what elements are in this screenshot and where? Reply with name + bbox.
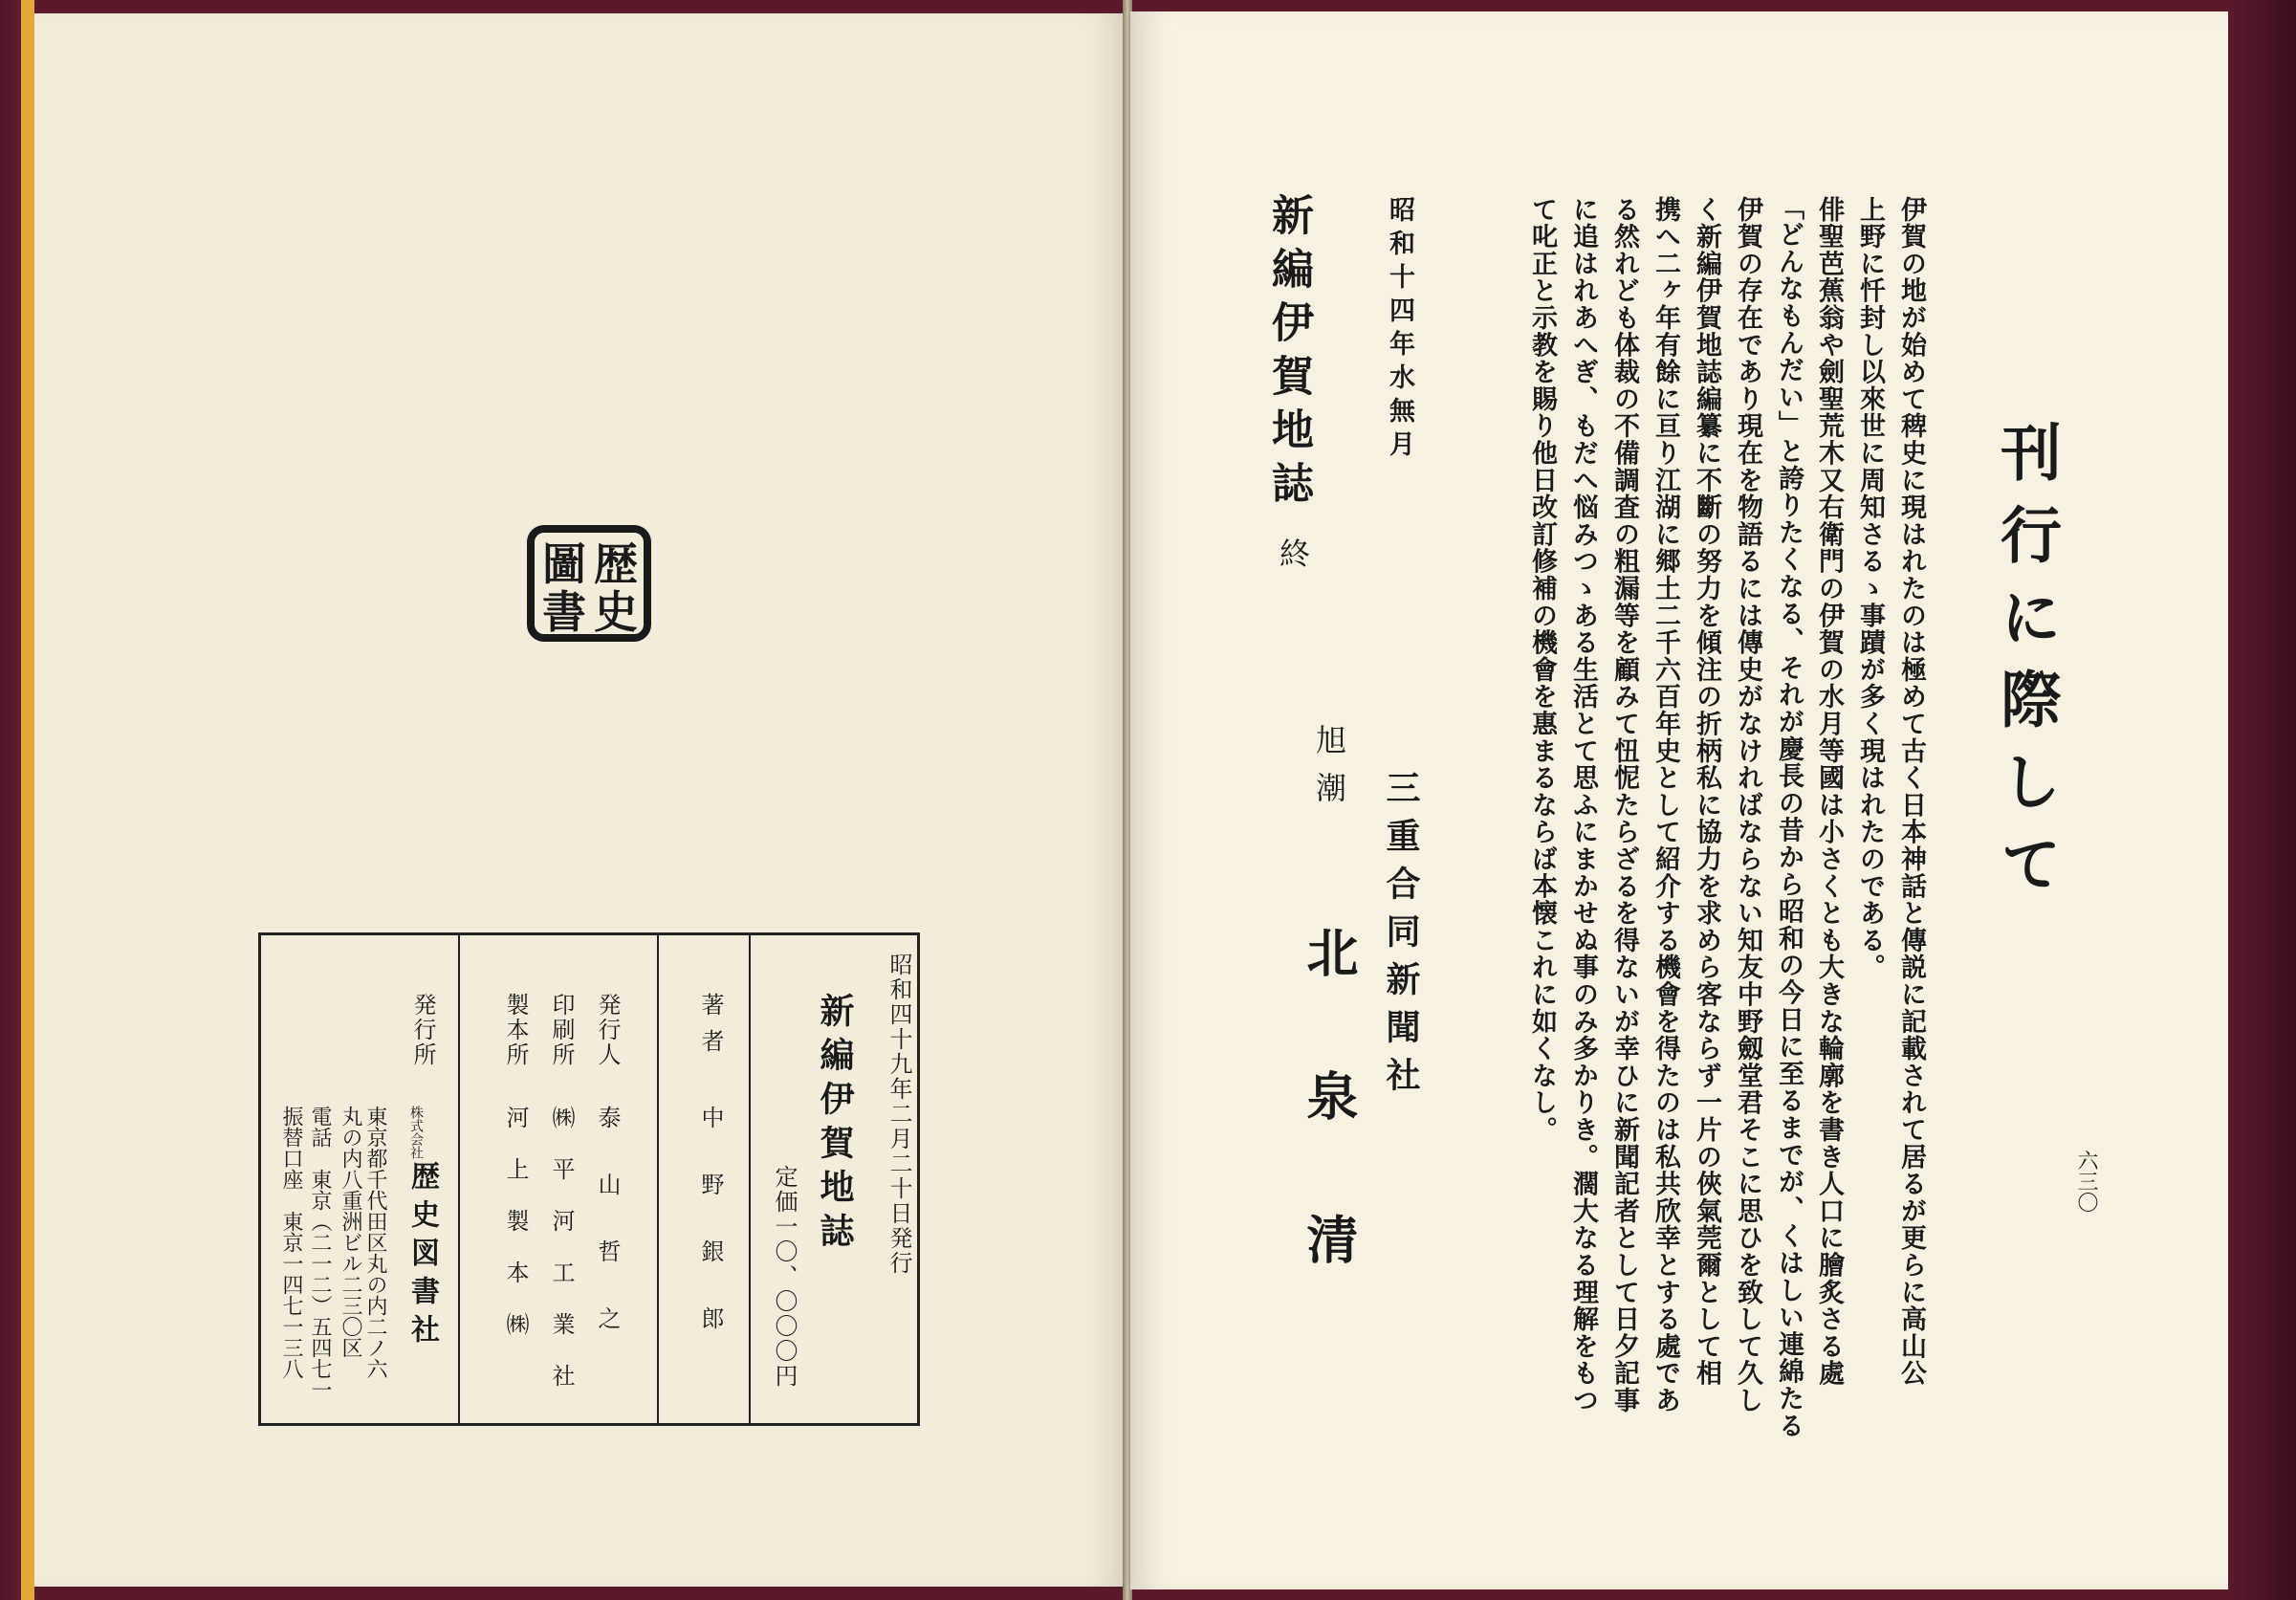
end-mark: 終 — [1275, 537, 1311, 568]
issuer-label: 発行人 — [594, 993, 621, 1067]
transfer-account: 振替口座 東京一四七一三八 — [279, 1106, 303, 1379]
publisher-label: 発行所 — [409, 993, 436, 1067]
author-pen-name: 旭潮 — [1311, 724, 1347, 820]
author-label: 著者 — [697, 993, 724, 1065]
address: 東京都千代田区丸の内二ノ六 — [363, 1106, 387, 1379]
signature-date: 昭和十四年水無月 — [1385, 196, 1414, 464]
newspaper-name: 三重合同新聞社 — [1381, 770, 1421, 1105]
body-line: 伊賀の存在であり現在を物語るには傳史がなければならない知友中野劔堂君そこに思ひを致して久し — [1733, 196, 1762, 1414]
author: 中野銀郎 — [697, 1106, 724, 1373]
author-name: 北泉清 — [1299, 926, 1360, 1356]
body-line: に追はれあへぎ、もだへ悩みつゝある生活とて思ふにまかせぬ事のみ多かりき。濶大なる理解をもつ — [1568, 196, 1598, 1414]
binder-label: 製本所 — [502, 993, 529, 1067]
body-line: 伊賀の地が始めて稗史に現はれたのは極めて古く日本神話と傳説に記載されて居るが更らに高山公 — [1896, 196, 1926, 1388]
body-line: 俳聖芭蕉翁や劍聖荒木又右衛門の伊賀の水月等國は小さくとも大きな輪廓を書き人口に膾炙さる處 — [1814, 196, 1844, 1388]
building: 丸の内八重洲ビル二三〇区 — [339, 1106, 362, 1358]
book-cover-right-edge — [2228, 0, 2296, 1600]
seal-char: 書 — [542, 586, 586, 638]
colophon-divider — [749, 935, 751, 1423]
publisher: 歴史図書社 — [405, 1161, 439, 1352]
printer-label: 印刷所 — [548, 993, 575, 1067]
page-title: 刊行に際して — [1990, 421, 2062, 914]
printer: ㈱平河工業社 — [548, 1106, 575, 1415]
colophon-title: 新編伊賀地誌 — [815, 993, 855, 1257]
price: 定価一〇、〇〇〇円 — [771, 1165, 798, 1389]
page-number: 六三〇 — [2074, 1150, 2098, 1213]
body-line: 「どんなもんだい」と誇りたくなる、それが慶長の昔から昭和の今日に至るまでが、くはしい連綿たる — [1774, 194, 1804, 1439]
colophon-divider — [657, 935, 659, 1423]
body-line: 上野に忏封し以來世に周知さるゝ事蹟が多く現はれたのである。 — [1855, 196, 1885, 981]
colophon-box — [258, 932, 920, 1426]
publisher-kind: 株式会社 — [408, 1106, 424, 1159]
book-spine-strip — [21, 0, 34, 1600]
body-line: く新編伊賀地誌編纂に不斷の努力を傾注の折柄私に協力を求めら客ならず一片の俠氣莞爾として相 — [1692, 196, 1721, 1388]
issuer: 泰山哲之 — [594, 1106, 621, 1373]
book-title: 新編伊賀地誌 — [1264, 193, 1313, 515]
colophon-divider — [458, 935, 460, 1423]
seal-char: 圖 — [542, 538, 586, 590]
issue-date: 昭和四十九年二月二十日発行 — [886, 953, 912, 1276]
binder: 河上製本㈱ — [502, 1106, 529, 1364]
phone: 電話 東京（二一二）五四七一 — [308, 1106, 332, 1400]
publisher-seal — [526, 524, 652, 643]
seal-char: 史 — [594, 586, 638, 638]
body-line: 携へ二ヶ年有餘に亘り江湖に郷土二千六百年史として紹介する機會を得たのは私共欣幸とする處であ — [1651, 196, 1680, 1414]
body-line: て叱正と示教を賜り他日改訂修補の機會を惠まるならば本懐これに如くなし。 — [1527, 196, 1557, 1144]
seal-char: 歴 — [594, 538, 638, 590]
body-line: る然れども体裁の不備調査の粗漏等を顧みて忸怩たらざるを得ないが幸ひに新聞記者として日夕記事 — [1609, 196, 1639, 1414]
